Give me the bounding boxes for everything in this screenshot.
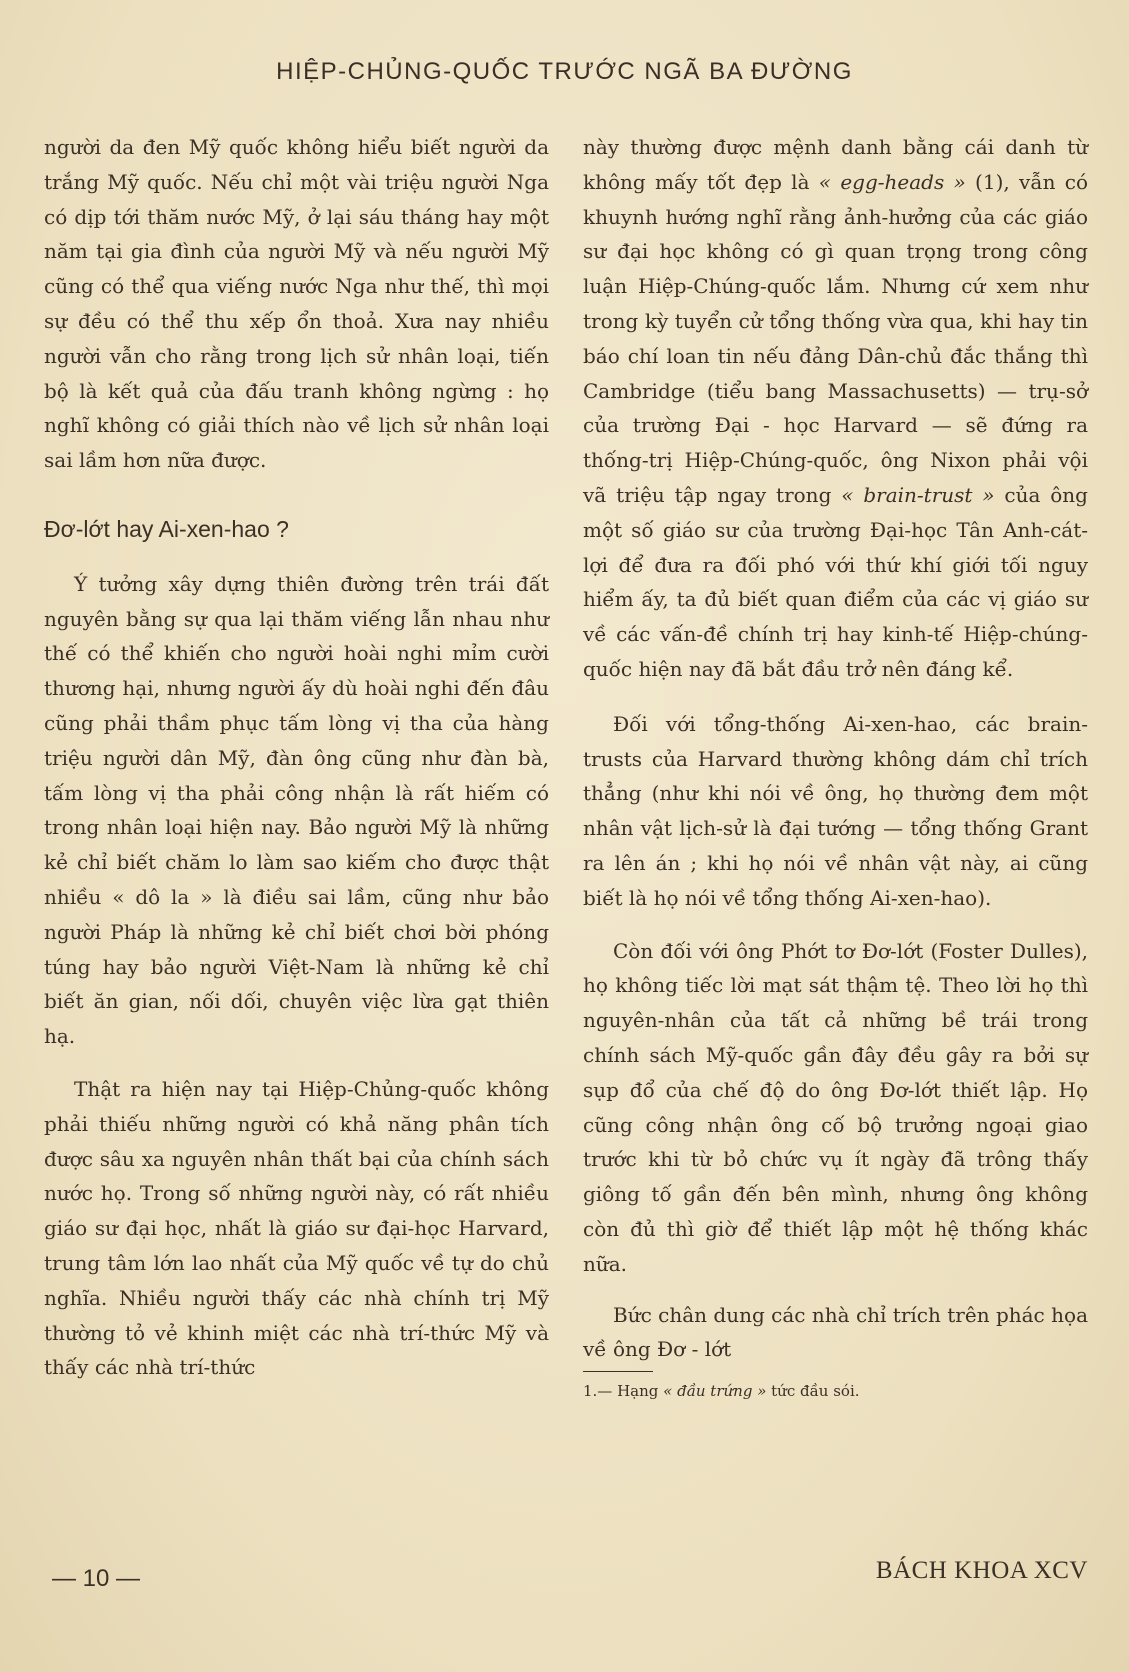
right-column [583, 130, 1088, 1402]
paragraph: người da đen Mỹ quốc không hiểu biết người da trắng Mỹ quốc. Nếu chỉ một vài triệu người Nga có dịp tới thăm nước Mỹ, ở lại sáu tháng hay một năm tại gia đình của người Mỹ và nếu người Mỹ cũng có thể qua viếng nước Nga như thế, thì mọi sự đều có thể thu xếp ổn thoả. Xưa nay nhiều người vẫn cho rằng trong lịch sử nhân loại, tiến bộ là kết quả của đấu tranh không ngừng : họ nghĩ không có giải thích nào về lịch sử nhân loại sai lầm hơn nữa được. [44, 135, 549, 473]
paragraph: Bức chân dung các nhà chỉ trích trên phác họa về ông Đơ - lớt [583, 1302, 1088, 1362]
page-number: — 10 — [52, 1565, 141, 1592]
paragraph: Còn đối với ông Phớt tơ Đơ-lớt (Foster Dulles), họ không tiếc lời mạt sát thậm tệ. Theo lời họ thì nguyên-nhân của tất cả những bề trái trong chính sách Mỹ-quốc gần đây đều gây ra bởi sự sụp đổ của chế độ do ông Đơ-lớt thiết lập. Họ cũng công nhận ông cố bộ trưởng ngoại giao trước khi từ bỏ chức vụ ít ngày đã trông thấy giông tố gần đến bên mình, nhưng ông không còn đủ thì giờ để thiết lập một hệ thống khác nữa. [583, 938, 1088, 1276]
paragraph: Ý tưởng xây dựng thiên đường trên trái đất nguyên bằng sự qua lại thăm viếng lẫn nhau như thế có thể khiến cho người hoài nghi mỉm cười thương hại, nhưng người ấy dù hoài nghi đến đâu cũng phải thầm phục tấm lòng vị tha của hàng triệu người dân Mỹ, đàn ông cũng như đàn bà, tấm lòng vị tha phải công nhận là rất hiếm có trong nhân loại hiện nay. Bảo người Mỹ là những kẻ chỉ biết chăm lo làm sao kiếm cho được thật nhiều « dô la » là điều sai lầm, cũng như bảo người Pháp là những kẻ chỉ biết chơi bời phóng túng hay bảo người Việt-Nam là những kẻ chỉ biết ăn gian, nối dối, chuyên việc lừa gạt thiên hạ. [44, 571, 549, 1049]
paragraph: Đối với tổng-thống Ai-xen-hao, các brain-trusts của Harvard thường không dám chỉ trích thẳng (như khi nói về ông, họ thường đem một nhân vật lịch-sử là đại tướng — tổng thống Grant ra lên án ; khi họ nói về nhân vật này, ai cũng biết là họ nói về tổng thống Ai-xen-hao). [583, 711, 1088, 910]
journal-name: BÁCH KHOA XCV [875, 1557, 1088, 1584]
term-brain-trust: « brain-trust » [841, 482, 995, 507]
footnote-rule [583, 1371, 653, 1372]
footnote: 1.— Hạng « đầu trứng » tức đầu sói. [583, 1382, 860, 1401]
paragraph: này thường được mệnh danh bằng cái danh từ không mấy tốt đẹp là « egg-heads » (1), vẫn có khuynh hướng nghĩ rằng ảnh-hưởng của các giáo sư đại học không có gì quan trọng trong công luận Hiệp-Chúng-quốc lắm. Nhưng cứ xem như trong kỳ tuyển cử tổng thống vừa qua, khi hay tin báo chí loan tin nếu đảng Dân-chủ đắc thắng thì Cambridge (tiểu bang Massachusetts) — trụ-sở của trường Đại - học Harvard — sẽ đứng ra thống-trị Hiệp-Chúng-quốc, ông Nixon phải vội vã triệu tập ngay trong « brain-trust » của ông một số giáo sư của trường Đại-học Tân Anh-cát-lợi để đưa ra đối phó với thứ khí giới tối nguy hiểm ấy, ta đủ biết quan điểm của các vị giáo sư về các vấn-đề chính trị hay kinh-tế Hiệp-chúng-quốc hiện nay đã bắt đầu trở nên đáng kể. [583, 135, 1089, 681]
running-title: HIỆP-CHỦNG-QUỐC TRƯỚC NGÃ BA ĐƯỜNG [276, 58, 853, 85]
section-subheading: Đơ-lớt hay Ai-xen-hao ? [44, 515, 289, 542]
left-column [44, 130, 549, 1385]
paragraph: Thật ra hiện nay tại Hiệp-Chủng-quốc không phải thiếu những người có khả năng phân tích được sâu xa nguyên nhân thất bại của chính sách nước họ. Trong số những người này, có rất nhiều giáo sư đại học, nhất là giáo sư đại-học Harvard, trung tâm lớn lao nhất của Mỹ quốc về tự do chủ nghĩa. Nhiều người thấy các nhà chính trị Mỹ thường tỏ vẻ khinh miệt các nhà trí-thức Mỹ và thấy các nhà trí-thức [44, 1076, 549, 1380]
term-egg-heads: « egg-heads » [818, 169, 966, 194]
